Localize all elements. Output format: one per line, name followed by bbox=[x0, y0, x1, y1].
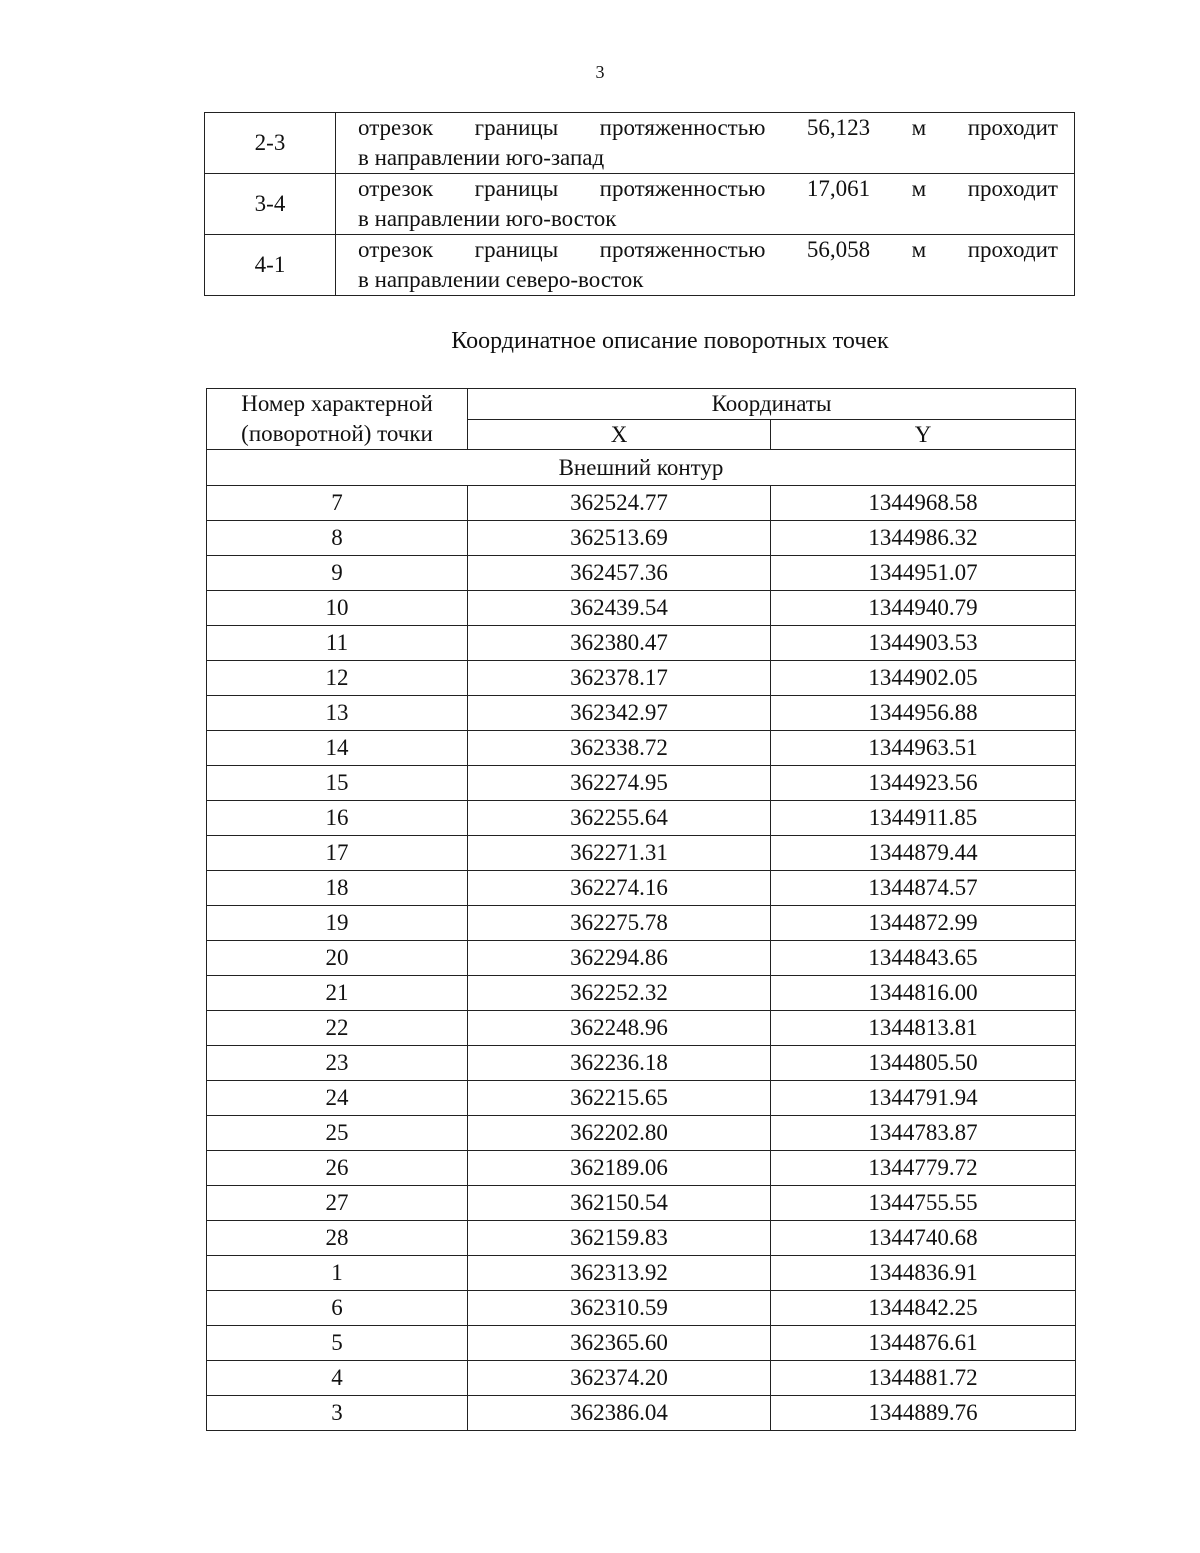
point-number: 15 bbox=[207, 766, 468, 801]
segment-description-line bbox=[358, 235, 1058, 265]
point-number: 4 bbox=[207, 1361, 468, 1396]
table-row bbox=[207, 1011, 1076, 1046]
table-row bbox=[207, 626, 1076, 661]
coord-y: 1344902.05 bbox=[771, 661, 1076, 696]
segment-row bbox=[205, 174, 1075, 235]
table-row bbox=[207, 1186, 1076, 1221]
coord-x: 362252.32 bbox=[468, 976, 771, 1011]
segment-direction: в направлении юго-запад bbox=[358, 145, 605, 170]
coord-y: 1344879.44 bbox=[771, 836, 1076, 871]
coord-x: 362310.59 bbox=[468, 1291, 771, 1326]
coordinates-table bbox=[206, 388, 1076, 1431]
point-number: 14 bbox=[207, 731, 468, 766]
coord-x: 362248.96 bbox=[468, 1011, 771, 1046]
coord-x: 362313.92 bbox=[468, 1256, 771, 1291]
coord-y: 1344791.94 bbox=[771, 1081, 1076, 1116]
table-row bbox=[207, 941, 1076, 976]
coord-x: 362202.80 bbox=[468, 1116, 771, 1151]
coord-y: 1344872.99 bbox=[771, 906, 1076, 941]
table-row bbox=[207, 591, 1076, 626]
table-row bbox=[207, 906, 1076, 941]
point-number: 5 bbox=[207, 1326, 468, 1361]
table-row bbox=[207, 486, 1076, 521]
coord-x: 362439.54 bbox=[468, 591, 771, 626]
segment-word: 17,061 bbox=[806, 176, 871, 201]
table-row bbox=[207, 976, 1076, 1011]
coord-x: 362274.16 bbox=[468, 871, 771, 906]
header-coordinates: Координаты bbox=[468, 389, 1076, 420]
coord-y: 1344816.00 bbox=[771, 976, 1076, 1011]
segment-direction: в направлении юго-восток bbox=[358, 206, 617, 231]
point-number: 9 bbox=[207, 556, 468, 591]
coord-y: 1344968.58 bbox=[771, 486, 1076, 521]
segment-description-line bbox=[358, 113, 1058, 143]
segment-word: м bbox=[911, 176, 927, 201]
coord-x: 362236.18 bbox=[468, 1046, 771, 1081]
coord-y: 1344903.53 bbox=[771, 626, 1076, 661]
segment-word: отрезок bbox=[358, 237, 434, 262]
header-x: X bbox=[468, 419, 771, 450]
segment-id: 4-1 bbox=[205, 235, 336, 296]
coord-x: 362274.95 bbox=[468, 766, 771, 801]
point-number: 26 bbox=[207, 1151, 468, 1186]
coord-x: 362378.17 bbox=[468, 661, 771, 696]
table-row bbox=[207, 661, 1076, 696]
segment-id: 2-3 bbox=[205, 113, 336, 174]
table-row bbox=[207, 1221, 1076, 1256]
segment-word: 56,058 bbox=[806, 237, 871, 262]
coord-y: 1344923.56 bbox=[771, 766, 1076, 801]
coord-x: 362524.77 bbox=[468, 486, 771, 521]
segment-description-line bbox=[358, 174, 1058, 204]
header-row bbox=[207, 389, 1076, 420]
coord-y: 1344940.79 bbox=[771, 591, 1076, 626]
point-number: 10 bbox=[207, 591, 468, 626]
point-number: 6 bbox=[207, 1291, 468, 1326]
coord-x: 362255.64 bbox=[468, 801, 771, 836]
coord-y: 1344881.72 bbox=[771, 1361, 1076, 1396]
coord-y: 1344951.07 bbox=[771, 556, 1076, 591]
coord-y: 1344842.25 bbox=[771, 1291, 1076, 1326]
segment-word: границы bbox=[474, 237, 559, 262]
point-number: 3 bbox=[207, 1396, 468, 1431]
table-row bbox=[207, 696, 1076, 731]
table-row bbox=[207, 1361, 1076, 1396]
coord-y: 1344836.91 bbox=[771, 1256, 1076, 1291]
point-number: 24 bbox=[207, 1081, 468, 1116]
segment-word: отрезок bbox=[358, 176, 434, 201]
table-row bbox=[207, 1151, 1076, 1186]
point-number: 8 bbox=[207, 521, 468, 556]
table-row bbox=[207, 1326, 1076, 1361]
point-number: 13 bbox=[207, 696, 468, 731]
table-row bbox=[207, 871, 1076, 906]
coord-y: 1344783.87 bbox=[771, 1116, 1076, 1151]
table-row bbox=[207, 766, 1076, 801]
point-number: 19 bbox=[207, 906, 468, 941]
point-number: 20 bbox=[207, 941, 468, 976]
coord-x: 362271.31 bbox=[468, 836, 771, 871]
table-row bbox=[207, 1256, 1076, 1291]
segment-description bbox=[336, 235, 1075, 296]
coord-x: 362275.78 bbox=[468, 906, 771, 941]
segment-word: отрезок bbox=[358, 115, 434, 140]
segment-description bbox=[336, 113, 1075, 174]
table-row bbox=[207, 556, 1076, 591]
point-number: 11 bbox=[207, 626, 468, 661]
segment-word: протяженностью bbox=[599, 237, 766, 262]
coord-y: 1344876.61 bbox=[771, 1326, 1076, 1361]
coord-x: 362215.65 bbox=[468, 1081, 771, 1116]
coord-y: 1344805.50 bbox=[771, 1046, 1076, 1081]
coord-y: 1344889.76 bbox=[771, 1396, 1076, 1431]
header-y: Y bbox=[771, 419, 1076, 450]
table-row bbox=[207, 1291, 1076, 1326]
table-row bbox=[207, 1116, 1076, 1151]
segment-word: границы bbox=[474, 115, 559, 140]
coord-x: 362380.47 bbox=[468, 626, 771, 661]
point-number: 22 bbox=[207, 1011, 468, 1046]
coord-y: 1344911.85 bbox=[771, 801, 1076, 836]
segment-id: 3-4 bbox=[205, 174, 336, 235]
table-row bbox=[207, 836, 1076, 871]
header-point-number: Номер характерной (поворотной) точки bbox=[207, 389, 468, 450]
segment-word: м bbox=[911, 237, 927, 262]
coord-x: 362294.86 bbox=[468, 941, 771, 976]
point-number: 25 bbox=[207, 1116, 468, 1151]
point-number: 18 bbox=[207, 871, 468, 906]
segment-word: протяженностью bbox=[599, 176, 766, 201]
segments-table bbox=[204, 112, 1075, 296]
coord-x: 362386.04 bbox=[468, 1396, 771, 1431]
coord-x: 362374.20 bbox=[468, 1361, 771, 1396]
section-title: Координатное описание поворотных точек bbox=[451, 328, 889, 354]
coord-x: 362159.83 bbox=[468, 1221, 771, 1256]
table-row bbox=[207, 1046, 1076, 1081]
point-number: 16 bbox=[207, 801, 468, 836]
section-row bbox=[207, 450, 1076, 486]
segment-description bbox=[336, 174, 1075, 235]
coord-y: 1344874.57 bbox=[771, 871, 1076, 906]
table-row bbox=[207, 1396, 1076, 1431]
coord-y: 1344963.51 bbox=[771, 731, 1076, 766]
coord-y: 1344779.72 bbox=[771, 1151, 1076, 1186]
coord-x: 362365.60 bbox=[468, 1326, 771, 1361]
coord-y: 1344956.88 bbox=[771, 696, 1076, 731]
segment-word: границы bbox=[474, 176, 559, 201]
segment-word: м bbox=[911, 115, 927, 140]
point-number: 28 bbox=[207, 1221, 468, 1256]
contour-label: Внешний контур bbox=[207, 450, 1076, 486]
segment-word: проходит bbox=[967, 176, 1058, 201]
page-number: 3 bbox=[595, 62, 605, 82]
coord-y: 1344986.32 bbox=[771, 521, 1076, 556]
coord-x: 362338.72 bbox=[468, 731, 771, 766]
table-row bbox=[207, 731, 1076, 766]
segment-row bbox=[205, 113, 1075, 174]
coord-x: 362150.54 bbox=[468, 1186, 771, 1221]
coord-x: 362513.69 bbox=[468, 521, 771, 556]
coord-y: 1344843.65 bbox=[771, 941, 1076, 976]
point-number: 17 bbox=[207, 836, 468, 871]
coord-y: 1344740.68 bbox=[771, 1221, 1076, 1256]
table-row bbox=[207, 521, 1076, 556]
coord-x: 362457.36 bbox=[468, 556, 771, 591]
coord-x: 362342.97 bbox=[468, 696, 771, 731]
segment-direction: в направлении северо-восток bbox=[358, 267, 644, 292]
coord-x: 362189.06 bbox=[468, 1151, 771, 1186]
point-number: 1 bbox=[207, 1256, 468, 1291]
point-number: 12 bbox=[207, 661, 468, 696]
segment-word: проходит bbox=[967, 115, 1058, 140]
segment-word: проходит bbox=[967, 237, 1058, 262]
point-number: 27 bbox=[207, 1186, 468, 1221]
point-number: 23 bbox=[207, 1046, 468, 1081]
point-number: 7 bbox=[207, 486, 468, 521]
table-row bbox=[207, 801, 1076, 836]
point-number: 21 bbox=[207, 976, 468, 1011]
table-row bbox=[207, 1081, 1076, 1116]
coord-y: 1344813.81 bbox=[771, 1011, 1076, 1046]
segment-word: 56,123 bbox=[806, 115, 871, 140]
segment-word: протяженностью bbox=[599, 115, 766, 140]
segment-row bbox=[205, 235, 1075, 296]
coord-y: 1344755.55 bbox=[771, 1186, 1076, 1221]
